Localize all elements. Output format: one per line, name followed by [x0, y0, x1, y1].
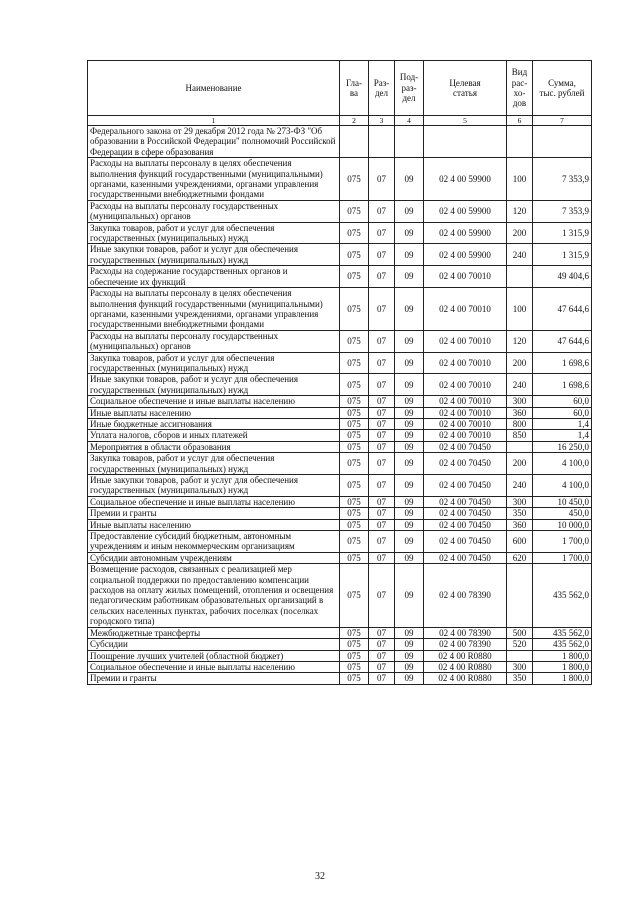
row-amount: 1 315,9: [533, 244, 592, 266]
row-name: Субсидии: [88, 639, 340, 650]
row-subsection: 09: [395, 639, 424, 650]
row-amount: [533, 126, 592, 158]
row-section: 07: [369, 531, 395, 553]
row-subsection: 09: [395, 200, 424, 222]
row-target-article: 02 4 00 70010: [424, 266, 507, 288]
row-chapter: 075: [340, 475, 369, 497]
table-row: [88, 158, 592, 201]
row-target-article: [424, 126, 507, 158]
row-chapter: 075: [340, 418, 369, 429]
table-row: [88, 374, 592, 396]
header-target-article: Целевая статья: [424, 61, 507, 116]
row-chapter: 075: [340, 661, 369, 672]
row-amount: 435 562,0: [533, 564, 592, 627]
table-row: [88, 266, 592, 288]
column-number: 5: [424, 116, 507, 126]
table-row: [88, 639, 592, 650]
row-target-article: 02 4 00 78390: [424, 627, 507, 638]
row-section: [369, 126, 395, 158]
row-amount: 10 450,0: [533, 496, 592, 507]
row-subsection: 09: [395, 627, 424, 638]
row-section: 07: [369, 441, 395, 452]
column-number: 2: [340, 116, 369, 126]
row-amount: 49 404,6: [533, 266, 592, 288]
row-amount: 60,0: [533, 396, 592, 407]
header-subsection: Под- раз- дел: [395, 61, 424, 116]
row-chapter: 075: [340, 266, 369, 288]
row-amount: 450,0: [533, 508, 592, 519]
row-amount: 7 353,9: [533, 200, 592, 222]
row-target-article: 02 4 00 70450: [424, 475, 507, 497]
table-row: [88, 200, 592, 222]
row-section: 07: [369, 639, 395, 650]
row-expense-type: [507, 126, 533, 158]
row-subsection: 09: [395, 374, 424, 396]
table-row: [88, 352, 592, 374]
row-chapter: 075: [340, 508, 369, 519]
row-expense-type: 200: [507, 453, 533, 475]
row-chapter: 075: [340, 564, 369, 627]
row-section: 07: [369, 508, 395, 519]
row-expense-type: 600: [507, 531, 533, 553]
row-chapter: 075: [340, 407, 369, 418]
row-expense-type: 360: [507, 519, 533, 530]
row-chapter: 075: [340, 222, 369, 244]
row-expense-type: 360: [507, 407, 533, 418]
table-body: [88, 126, 592, 685]
row-section: 07: [369, 552, 395, 563]
table-row: [88, 552, 592, 563]
row-name: Расходы на содержание государственных органов и обеспечение их функций: [88, 266, 340, 288]
row-chapter: 075: [340, 496, 369, 507]
table-row: [88, 531, 592, 553]
row-target-article: 02 4 00 59900: [424, 222, 507, 244]
row-amount: 60,0: [533, 407, 592, 418]
row-expense-type: 620: [507, 552, 533, 563]
row-expense-type: 200: [507, 352, 533, 374]
row-chapter: 075: [340, 396, 369, 407]
row-chapter: 075: [340, 352, 369, 374]
row-expense-type: 300: [507, 396, 533, 407]
row-amount: 1 700,0: [533, 552, 592, 563]
column-number: 1: [88, 116, 340, 126]
row-chapter: 075: [340, 531, 369, 553]
row-amount: 1 800,0: [533, 661, 592, 672]
row-target-article: 02 4 00 70010: [424, 288, 507, 331]
row-target-article: 02 4 00 70450: [424, 441, 507, 452]
row-section: 07: [369, 673, 395, 684]
table-row: [88, 627, 592, 638]
row-target-article: 02 4 00 70010: [424, 430, 507, 441]
row-target-article: 02 4 00 70010: [424, 374, 507, 396]
row-target-article: 02 4 00 R0880: [424, 661, 507, 672]
row-chapter: 075: [340, 441, 369, 452]
row-chapter: 075: [340, 330, 369, 352]
row-expense-type: 240: [507, 475, 533, 497]
table-row: [88, 288, 592, 331]
row-subsection: 09: [395, 266, 424, 288]
row-amount: 1 315,9: [533, 222, 592, 244]
row-expense-type: 300: [507, 661, 533, 672]
row-expense-type: [507, 441, 533, 452]
row-amount: 4 100,0: [533, 453, 592, 475]
row-target-article: 02 4 00 70450: [424, 496, 507, 507]
row-chapter: 075: [340, 627, 369, 638]
row-target-article: 02 4 00 70010: [424, 352, 507, 374]
row-subsection: [395, 126, 424, 158]
row-section: 07: [369, 374, 395, 396]
row-amount: 1 800,0: [533, 650, 592, 661]
row-subsection: 09: [395, 396, 424, 407]
row-amount: 1 700,0: [533, 531, 592, 553]
table-row: [88, 430, 592, 441]
row-subsection: 09: [395, 407, 424, 418]
row-subsection: 09: [395, 519, 424, 530]
row-chapter: 075: [340, 288, 369, 331]
row-subsection: 09: [395, 552, 424, 563]
header-expense-type: Вид рас- хо- дов: [507, 61, 533, 116]
row-chapter: [340, 126, 369, 158]
row-expense-type: 240: [507, 244, 533, 266]
table-row: [88, 519, 592, 530]
row-amount: 4 100,0: [533, 475, 592, 497]
row-subsection: 09: [395, 650, 424, 661]
row-amount: 1 698,6: [533, 374, 592, 396]
row-target-article: 02 4 00 70010: [424, 418, 507, 429]
row-target-article: 02 4 00 70450: [424, 552, 507, 563]
table-row: [88, 475, 592, 497]
row-target-article: 02 4 00 70450: [424, 531, 507, 553]
row-chapter: 075: [340, 158, 369, 201]
row-amount: 1,4: [533, 430, 592, 441]
row-target-article: 02 4 00 70450: [424, 508, 507, 519]
row-name: Федерального закона от 29 декабря 2012 года № 273-ФЗ "Об образовании в Российской Федерации" полномочий Российской Федерации в сфере образования: [88, 126, 340, 158]
row-name: Поощрение лучших учителей (областной бюджет): [88, 650, 340, 661]
row-name: Иные бюджетные ассигнования: [88, 418, 340, 429]
row-section: 07: [369, 650, 395, 661]
row-expense-type: [507, 266, 533, 288]
row-subsection: 09: [395, 418, 424, 429]
row-expense-type: [507, 564, 533, 627]
row-name: Закупка товаров, работ и услуг для обеспечения государственных (муниципальных) нужд: [88, 453, 340, 475]
row-name: Субсидии автономным учреждениям: [88, 552, 340, 563]
row-name: Расходы на выплаты персоналу государственных (муниципальных) органов: [88, 200, 340, 222]
row-name: Социальное обеспечение и иные выплаты населению: [88, 396, 340, 407]
row-section: 07: [369, 200, 395, 222]
row-subsection: 09: [395, 330, 424, 352]
row-target-article: 02 4 00 70010: [424, 396, 507, 407]
row-expense-type: 100: [507, 158, 533, 201]
row-expense-type: 350: [507, 508, 533, 519]
row-chapter: 075: [340, 374, 369, 396]
row-target-article: 02 4 00 59900: [424, 244, 507, 266]
row-section: 07: [369, 330, 395, 352]
row-subsection: 09: [395, 661, 424, 672]
row-amount: 1,4: [533, 418, 592, 429]
row-subsection: 09: [395, 673, 424, 684]
table-row: [88, 453, 592, 475]
row-amount: 435 562,0: [533, 627, 592, 638]
row-amount: 47 644,6: [533, 330, 592, 352]
row-subsection: 09: [395, 222, 424, 244]
row-subsection: 09: [395, 288, 424, 331]
row-chapter: 075: [340, 519, 369, 530]
row-subsection: 09: [395, 453, 424, 475]
row-section: 07: [369, 158, 395, 201]
row-section: 07: [369, 475, 395, 497]
table-row: [88, 222, 592, 244]
row-subsection: 09: [395, 430, 424, 441]
row-target-article: 02 4 00 R0880: [424, 650, 507, 661]
row-target-article: 02 4 00 R0880: [424, 673, 507, 684]
row-name: Социальное обеспечение и иные выплаты населению: [88, 496, 340, 507]
row-chapter: 075: [340, 244, 369, 266]
row-expense-type: 300: [507, 496, 533, 507]
row-name: Уплата налогов, сборов и иных платежей: [88, 430, 340, 441]
row-name: Премии и гранты: [88, 508, 340, 519]
row-amount: 10 000,0: [533, 519, 592, 530]
column-number: 3: [369, 116, 395, 126]
column-numbers-row: [88, 116, 592, 126]
row-subsection: 09: [395, 531, 424, 553]
row-subsection: 09: [395, 158, 424, 201]
row-subsection: 09: [395, 564, 424, 627]
row-expense-type: 500: [507, 627, 533, 638]
row-expense-type: 350: [507, 673, 533, 684]
row-name: Возмещение расходов, связанных с реализацией мер социальной поддержки по предоставлению компенсации расходов на оплату жилых помещений, отопления и освещения педагогическим работникам образовательных организаций в сельских населенных пунктах, рабочих поселках (поселках городского типа): [88, 564, 340, 627]
row-section: 07: [369, 453, 395, 475]
row-chapter: 075: [340, 430, 369, 441]
table-row: [88, 330, 592, 352]
row-amount: 7 353,9: [533, 158, 592, 201]
row-chapter: 075: [340, 650, 369, 661]
row-section: 07: [369, 266, 395, 288]
table-row: [88, 496, 592, 507]
row-subsection: 09: [395, 244, 424, 266]
row-amount: 47 644,6: [533, 288, 592, 331]
row-chapter: 075: [340, 200, 369, 222]
header-section: Раз- дел: [369, 61, 395, 116]
row-subsection: 09: [395, 441, 424, 452]
table-row: [88, 650, 592, 661]
table-row: [88, 396, 592, 407]
row-section: 07: [369, 244, 395, 266]
header-chapter: Гла- ва: [340, 61, 369, 116]
row-expense-type: 120: [507, 200, 533, 222]
table-header-row: [88, 61, 592, 116]
row-section: 07: [369, 519, 395, 530]
row-amount: 1 698,6: [533, 352, 592, 374]
row-name: Мероприятия в области образования: [88, 441, 340, 452]
row-section: 07: [369, 396, 395, 407]
row-expense-type: 200: [507, 222, 533, 244]
row-name: Закупка товаров, работ и услуг для обеспечения государственных (муниципальных) нужд: [88, 222, 340, 244]
row-section: 07: [369, 418, 395, 429]
page-number: 32: [315, 871, 325, 882]
budget-table-sheet: [87, 60, 591, 685]
row-section: 07: [369, 352, 395, 374]
row-amount: 435 562,0: [533, 639, 592, 650]
row-subsection: 09: [395, 496, 424, 507]
row-chapter: 075: [340, 639, 369, 650]
row-chapter: 075: [340, 552, 369, 563]
row-name: Иные закупки товаров, работ и услуг для обеспечения государственных (муниципальных) нужд: [88, 475, 340, 497]
row-expense-type: [507, 650, 533, 661]
row-amount: 1 800,0: [533, 673, 592, 684]
row-name: Иные закупки товаров, работ и услуг для обеспечения государственных (муниципальных) нужд: [88, 374, 340, 396]
row-expense-type: 240: [507, 374, 533, 396]
row-amount: 16 250,0: [533, 441, 592, 452]
row-section: 07: [369, 564, 395, 627]
row-target-article: 02 4 00 70010: [424, 330, 507, 352]
row-expense-type: 120: [507, 330, 533, 352]
table-row: [88, 244, 592, 266]
row-name: Расходы на выплаты персоналу в целях обеспечения выполнения функций государственными (муниципальными) органами, казенными учреждениями, органами управления государственными внебюджетными фондами: [88, 288, 340, 331]
row-name: Премии и гранты: [88, 673, 340, 684]
row-subsection: 09: [395, 475, 424, 497]
table-row: [88, 673, 592, 684]
row-name: Иные выплаты населению: [88, 407, 340, 418]
table-row: [88, 661, 592, 672]
row-chapter: 075: [340, 673, 369, 684]
row-subsection: 09: [395, 352, 424, 374]
row-section: 07: [369, 430, 395, 441]
table-row: [88, 441, 592, 452]
row-name: Предоставление субсидий бюджетным, автономным учреждениям и иным некоммерческим организациям: [88, 531, 340, 553]
header-amount: Сумма, тыс. рублей: [533, 61, 592, 116]
row-name: Закупка товаров, работ и услуг для обеспечения государственных (муниципальных) нужд: [88, 352, 340, 374]
table-row: [88, 508, 592, 519]
budget-table: [87, 60, 592, 685]
column-number: 4: [395, 116, 424, 126]
table-row: [88, 418, 592, 429]
row-target-article: 02 4 00 59900: [424, 158, 507, 201]
row-name: Расходы на выплаты персоналу в целях обеспечения выполнения функций государственными (муниципальными) органами, казенными учреждениями, органами управления государственными внебюджетными фондами: [88, 158, 340, 201]
row-section: 07: [369, 407, 395, 418]
column-number: 7: [533, 116, 592, 126]
table-row: [88, 126, 592, 158]
row-target-article: 02 4 00 78390: [424, 564, 507, 627]
row-name: Социальное обеспечение и иные выплаты населению: [88, 661, 340, 672]
row-section: 07: [369, 222, 395, 244]
row-chapter: 075: [340, 453, 369, 475]
row-section: 07: [369, 288, 395, 331]
row-name: Иные выплаты населению: [88, 519, 340, 530]
table-row: [88, 407, 592, 418]
row-name: Расходы на выплаты персоналу государственных (муниципальных) органов: [88, 330, 340, 352]
row-name: Межбюджетные трансферты: [88, 627, 340, 638]
header-name: Наименование: [88, 61, 340, 116]
row-target-article: 02 4 00 59900: [424, 200, 507, 222]
row-subsection: 09: [395, 508, 424, 519]
row-expense-type: 850: [507, 430, 533, 441]
row-name: Иные закупки товаров, работ и услуг для обеспечения государственных (муниципальных) нужд: [88, 244, 340, 266]
row-target-article: 02 4 00 70450: [424, 519, 507, 530]
row-expense-type: 100: [507, 288, 533, 331]
row-expense-type: 520: [507, 639, 533, 650]
row-section: 07: [369, 627, 395, 638]
row-target-article: 02 4 00 78390: [424, 639, 507, 650]
row-section: 07: [369, 661, 395, 672]
row-section: 07: [369, 496, 395, 507]
row-target-article: 02 4 00 70010: [424, 407, 507, 418]
column-number: 6: [507, 116, 533, 126]
row-expense-type: 800: [507, 418, 533, 429]
row-target-article: 02 4 00 70450: [424, 453, 507, 475]
table-row: [88, 564, 592, 627]
